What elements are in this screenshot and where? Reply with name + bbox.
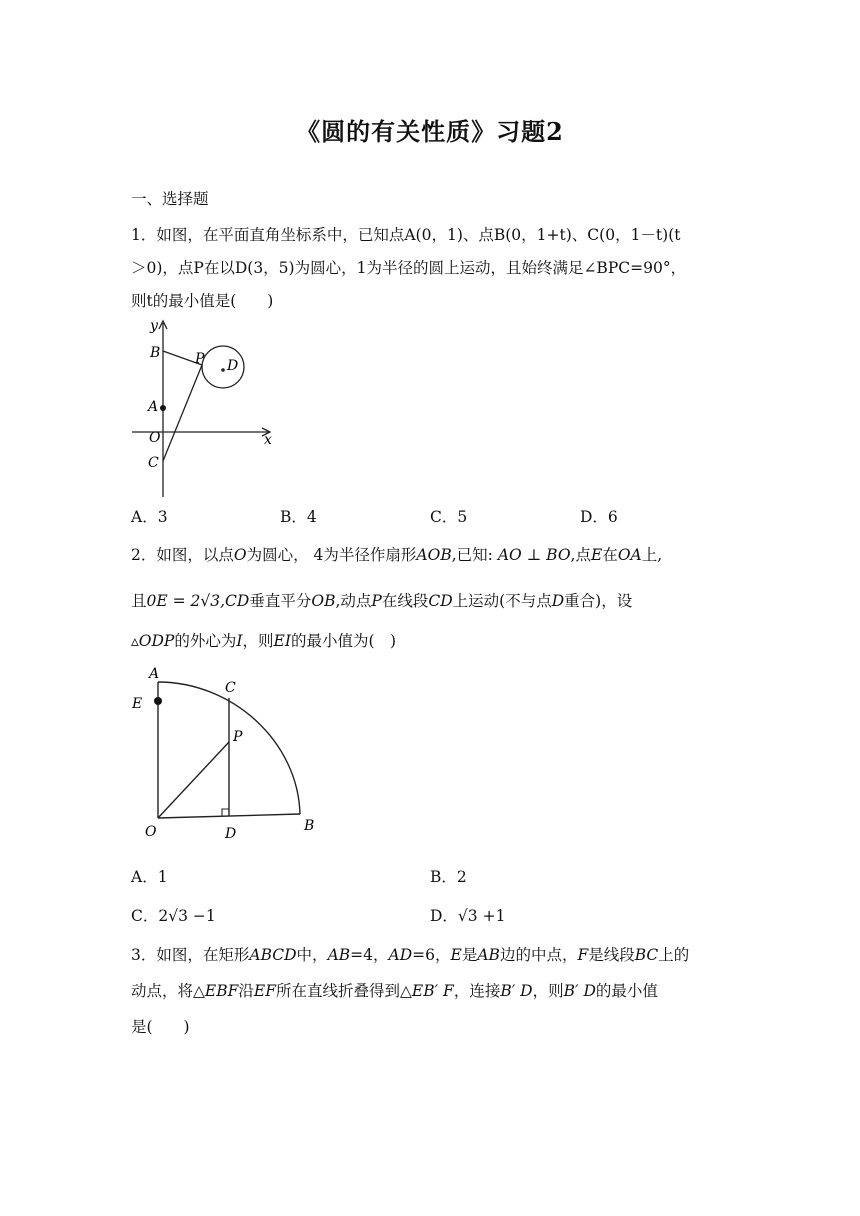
q1-figure — [128, 315, 276, 500]
q2-option-a: A．1 — [131, 868, 168, 886]
q1-label-c: C — [148, 455, 159, 471]
q1-line1: 1．如图，在平面直角坐标系中，已知点A(0，1)、点B(0，1+t)、C(0，1－t)(t — [131, 226, 681, 244]
q1-option-a: A．3 — [131, 508, 168, 526]
q1-line2: ＞0)，点P在以D(3，5)为圆心，1为半径的圆上运动，且始终满足∠BPC=90°， — [131, 259, 687, 277]
q2-label-d: D — [225, 826, 237, 842]
q1-option-c: C．5 — [430, 508, 468, 526]
q1-label-y: y — [150, 318, 158, 334]
q1-option-d: D．6 — [580, 508, 618, 526]
q2-label-c: C — [225, 680, 236, 696]
q2-segment-op — [158, 742, 229, 818]
q2-option-d: D．√3 +1 — [430, 907, 506, 925]
q2-label-e: E — [132, 696, 143, 712]
q1-line3: 则t的最小值是( ) — [131, 292, 274, 310]
q1-label-o: O — [149, 430, 161, 446]
q2-line2: 且0E = 2√3,CD垂直平分OB,动点P在线段CD上运动(不与点D重合)，设 — [131, 592, 633, 610]
q1-segment-pc — [163, 365, 202, 461]
q3-line1: 3．如图，在矩形ABCD中，AB=4，AD=6，E是AB边的中点，F是线段BC上的 — [131, 946, 690, 964]
q1-label-b: B — [150, 345, 161, 361]
q1-option-b: B．4 — [280, 508, 317, 526]
q1-label-d: D — [227, 358, 239, 374]
q3-line2: 动点，将△EBF沿EF所在直线折叠得到△EB′ F，连接B′ D，则B′ D的最小值 — [131, 982, 658, 1000]
q3-line3: 是( ) — [131, 1018, 190, 1036]
q2-line3: ▵ODP的外心为I，则EI的最小值为( ) — [131, 632, 397, 650]
page-title: 《圆的有关性质》习题2 — [296, 117, 564, 146]
q2-option-c: C．2√3 −1 — [131, 907, 216, 925]
q1-label-p: P — [195, 351, 205, 367]
section-heading: 一、选择题 — [131, 190, 209, 208]
q1-label-a: A — [148, 399, 159, 415]
q2-label-o: O — [145, 824, 157, 840]
q2-point-e — [154, 697, 162, 705]
q2-option-b: B．2 — [430, 868, 467, 886]
q2-line1: 2．如图，以点O为圆心， 4为半径作扇形AOB,已知: AO ⊥ BO,点E在OA上, — [131, 546, 663, 564]
q1-point-a — [160, 405, 166, 411]
q2-label-a: A — [149, 666, 160, 682]
q2-right-angle-mark — [222, 809, 229, 816]
q1-label-x: x — [264, 432, 272, 448]
q2-label-p: P — [233, 729, 243, 745]
q2-figure — [128, 660, 326, 846]
q2-label-b: B — [304, 818, 315, 834]
